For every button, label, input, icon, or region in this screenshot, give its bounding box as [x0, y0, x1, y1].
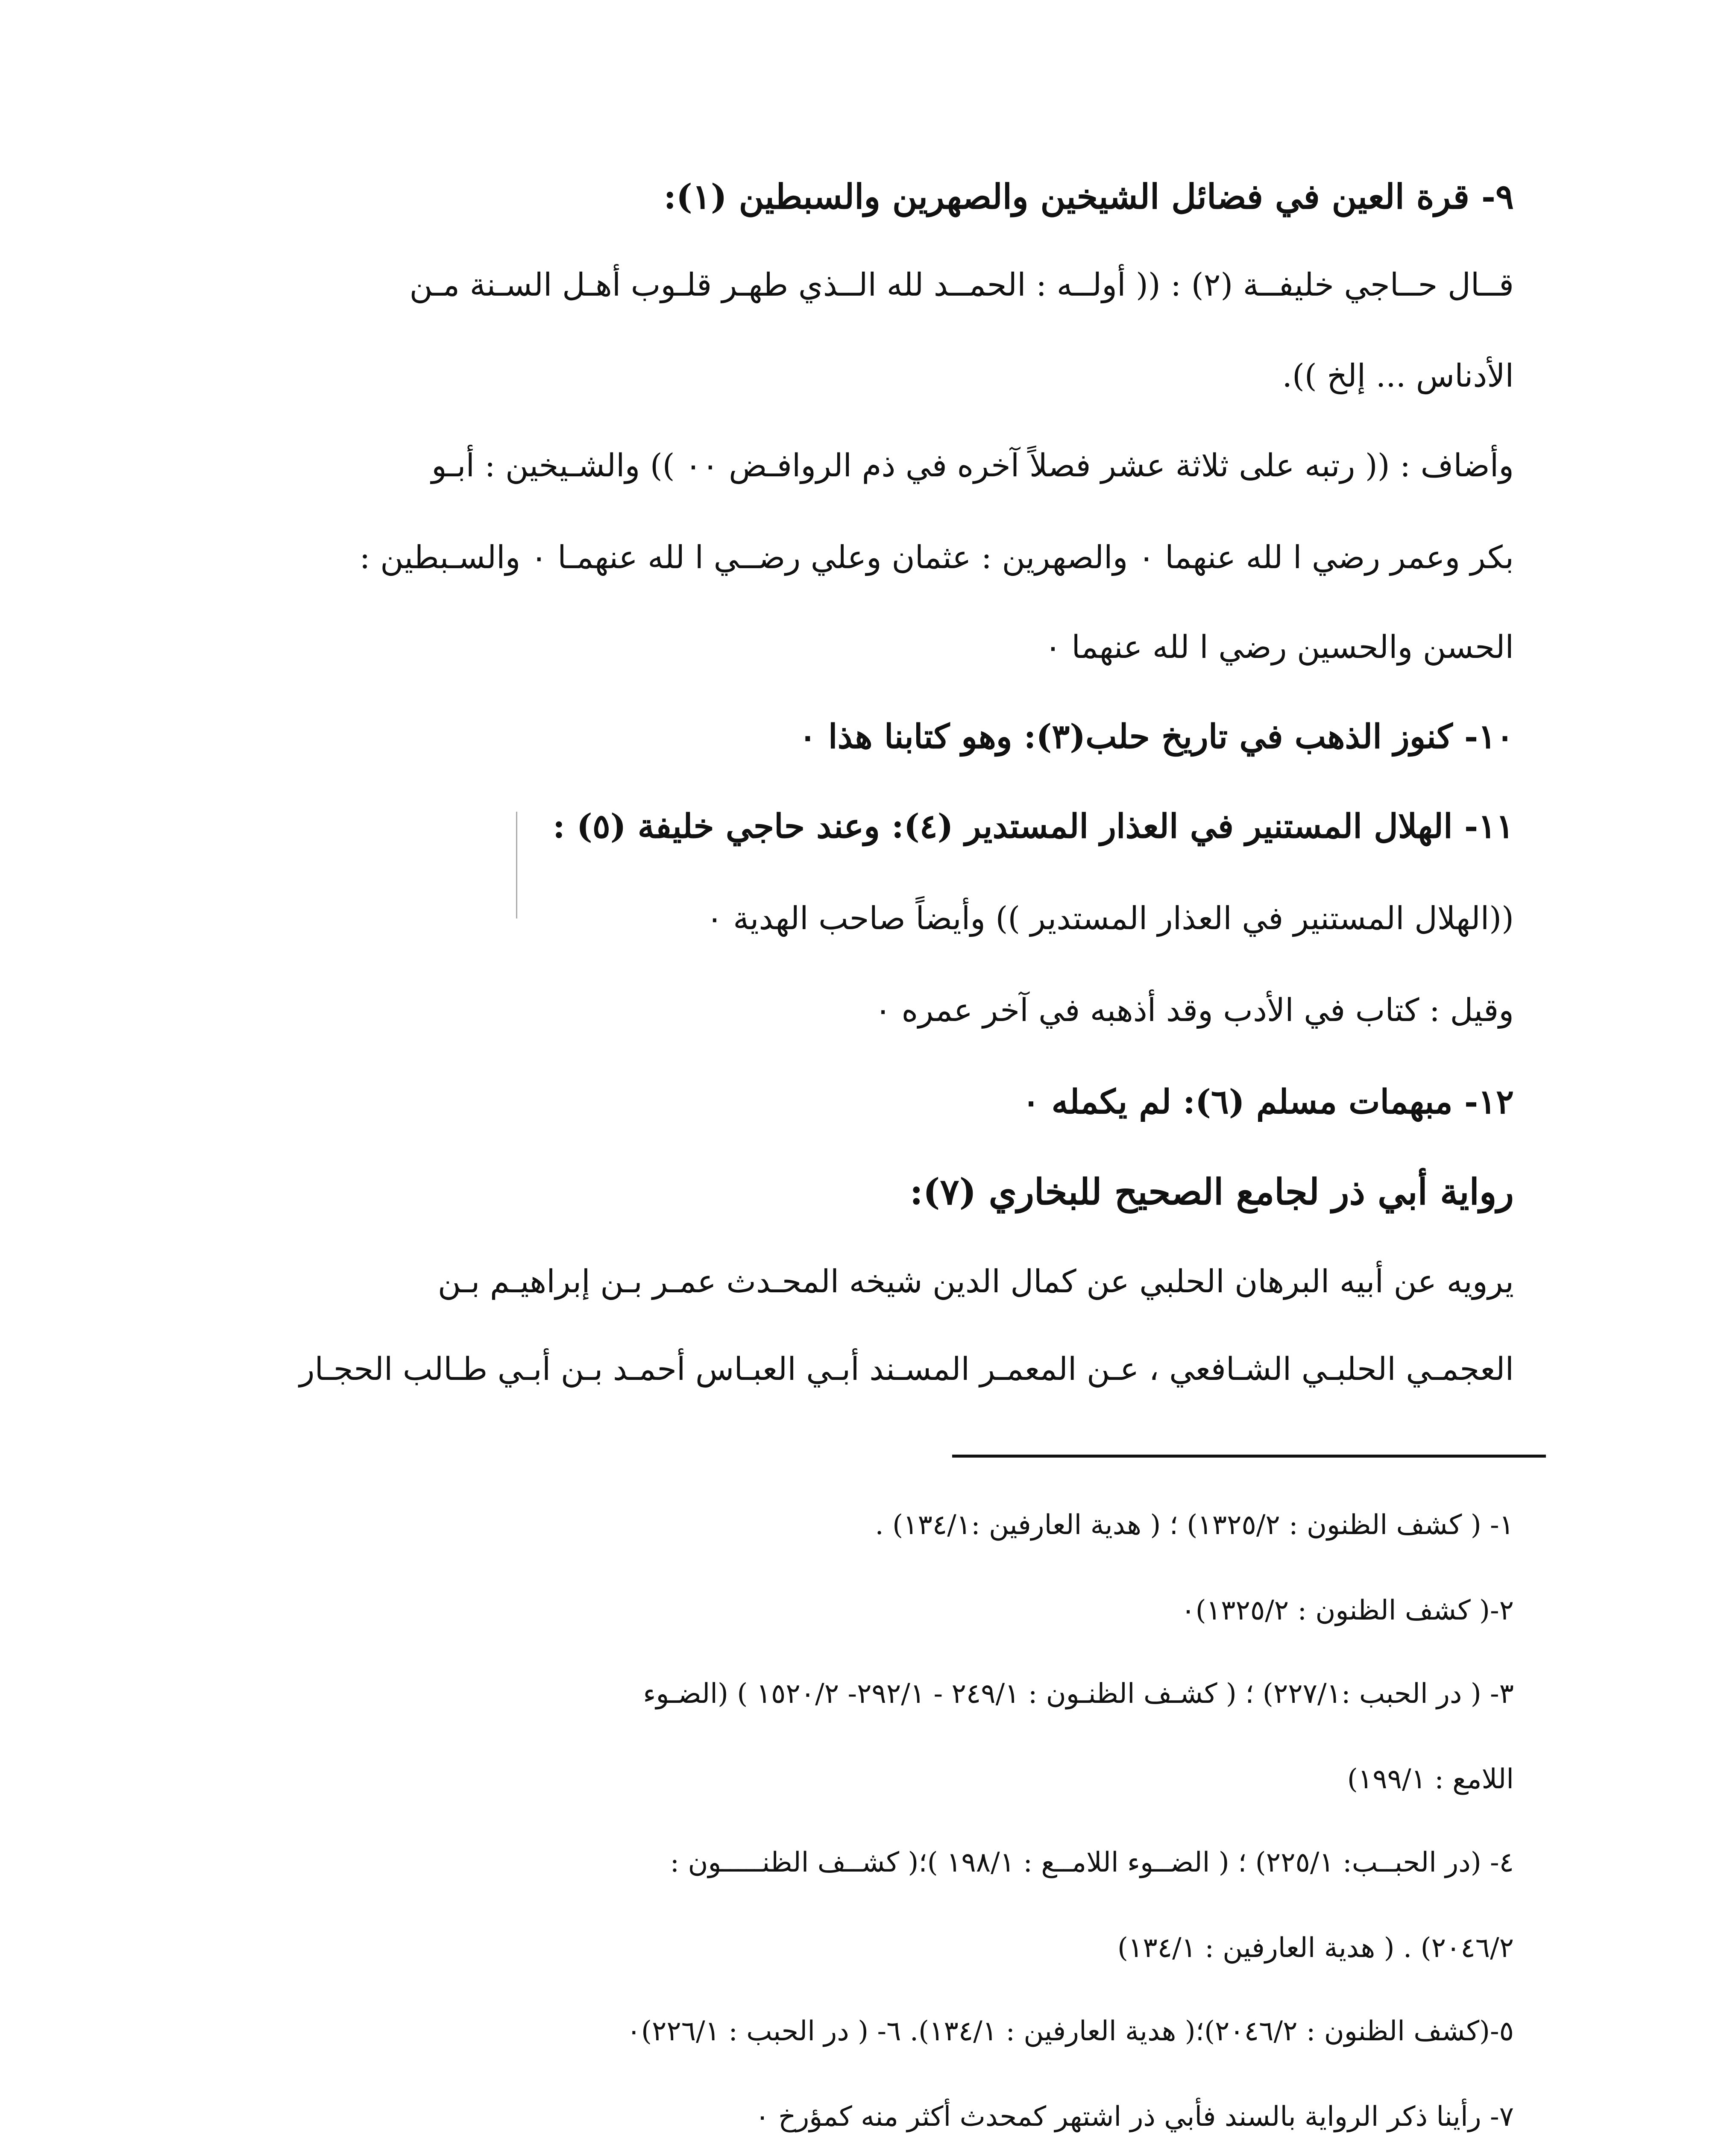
footnote-1: ١- ( كشف الظنون : ١٣٢٥/٢) ؛ ( هدية العارفين :١٣٤/١) . — [875, 1509, 1514, 1541]
footnote-3: ٣- ( در الحبب :٢٢٧/١) ؛ ( كشـف الظنـون : ٢٤٩/١ - ٢٩٢/١- ١٥٢٠/٢ ) (الضـوء — [643, 1678, 1514, 1710]
riwaya-text-line: العجمـي الحلبـي الشـافعي ، عـن المعمـر المسـند أبـي العبـاس أحمـد بـن أبـي طـالب الحجـار — [299, 1351, 1514, 1388]
item9-heading: ٩- قرة العين في فضائل الشيخين والصهرين والسبطين (١): — [663, 176, 1514, 217]
item12-line: ١٢- مبهمات مسلم (٦): لم يكمله ٠ — [1022, 1083, 1514, 1121]
footnote-7: ٧- رأينا ذكر الرواية بالسند فأبي ذر اشتهر كمحدث أكثر منه كمؤرخ ٠ — [755, 2101, 1514, 2133]
footnote-3-continued: اللامع : ١٩٩/١) — [1347, 1763, 1514, 1795]
footnote-2: ٢-( كشف الظنون : ١٣٢٥/٢)٠ — [1181, 1595, 1514, 1626]
riwaya-heading: رواية أبي ذر لجامع الصحيح للبخاري (٧): — [909, 1171, 1514, 1213]
footnote-5-6: ٥-(كشف الظنون : ٢٠٤٦/٢)؛( هدية العارفين : ١٣٤/١). ٦- ( در الحبب : ٢٢٦/١)٠ — [626, 2016, 1514, 2047]
item11-text-line: وقيل : كتاب في الأدب وقد أذهبه في آخر عمره ٠ — [874, 992, 1514, 1029]
item10-line: ١٠- كنوز الذهب في تاريخ حلب(٣): وهو كتابنا هذا ٠ — [798, 717, 1514, 756]
item11-line: ١١- الهلال المستنير في العذار المستدير (٤): وعند حاجي خليفة (٥) : — [552, 807, 1514, 846]
item11-text-line: ((الهلال المستنير في العذار المستدير )) وأيضاً صاحب الهدية ٠ — [706, 900, 1514, 937]
item9-text-line: وأضاف : (( رتبه على ثلاثة عشر فصلاً آخره في ذم الروافـض ٠٠ )) والشـيخين : أبـو — [431, 447, 1514, 484]
item9-text-line: بكر وعمر رضي ا لله عنهما ٠ والصهرين : عثمان وعلي رضــي ا لله عنهمـا ٠ والسـبطين : — [359, 539, 1514, 576]
footnote-4: ٤- (در الحبــب: ٢٢٥/١) ؛ ( الضــوء اللامــع : ١٩٨/١ )؛( كشــف الظنـــــون : — [670, 1847, 1514, 1878]
item9-text-line: قــال حــاجي خليفــة (٢) : (( أولــه : الحمــد لله الــذي طهـر قلـوب أهـل السـنة مـن — [409, 267, 1514, 303]
footnote-separator — [952, 1455, 1546, 1458]
footnote-4-continued: ٢٠٤٦/٢) . ( هدية العارفين : ١٣٤/١) — [1117, 1932, 1514, 1964]
item9-text-line: الأدناس ... إلخ )). — [1282, 358, 1514, 394]
item9-text-line: الحسن والحسين رضي ا لله عنهما ٠ — [1044, 629, 1514, 666]
riwaya-text-line: يرويه عن أبيه البرهان الحلبي عن كمال الدين شيخه المحـدث عمـر بـن إبراهيـم بـن — [437, 1263, 1514, 1300]
